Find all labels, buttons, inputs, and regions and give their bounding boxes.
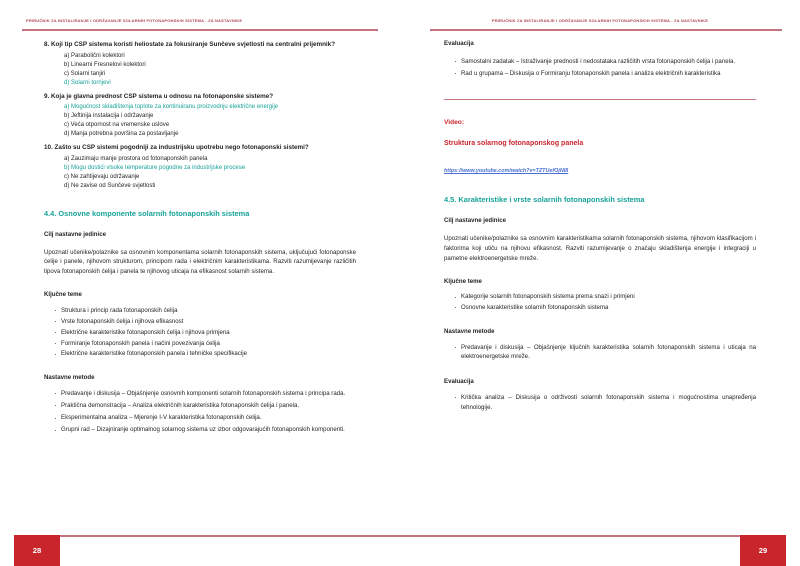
list-item: · Vrste fotonaponskih ćelija i njihova efikasnost xyxy=(54,317,356,327)
header-rule xyxy=(430,29,782,31)
question-option: c) Ne zahtijevaju održavanje xyxy=(64,173,140,180)
list-item: · Grupni rad – Dizajniranje optimalnog solarnog sistema uz izbor odgovarajućih fotonaponskih komponenti. xyxy=(54,425,356,435)
right-running-header xyxy=(400,18,800,32)
running-header-text: PRIRUČNIK ZA INSTALIRANJE I ODRŽAVANJE SOLARNIH FOTONAPONSKIH SISTEMA - ZA NASTAVNIKE xyxy=(26,18,243,23)
evaluation-label: Evaluacija xyxy=(444,378,474,386)
left-column xyxy=(44,40,356,437)
question-option: b) Linearni Fresnelovi kolektori xyxy=(64,61,146,68)
question-option: a) Parabolični kolektori xyxy=(64,52,125,59)
list-item: · Predavanje i diskusija – Objašnjenje ključnih karakteristika solarnih fotonaponskih sistema i uticaja na elektroenergetske mreže. xyxy=(454,343,756,363)
goal-label: Cilj nastavne jedinice xyxy=(44,231,106,239)
list-item: · Rad u grupama – Diskusija o Formiranju fotonaponskih panela i analiza električnih karakteristika xyxy=(454,69,756,79)
methods-label: Nastavne metode xyxy=(444,328,495,335)
section-heading-4-5: 4.5. Karakteristike i vrste solarnih fotonaponskih sistema xyxy=(444,195,645,205)
left-running-header xyxy=(0,18,400,32)
right-column xyxy=(444,40,756,415)
methods-list xyxy=(44,389,356,435)
list-item: · Osnovne karakteristike solarnih fotonaponskih sistema xyxy=(454,303,756,313)
question-title: 9. Koja je glavna prednost CSP sistema u odnosu na fotonaponske sisteme? xyxy=(44,92,274,100)
list-item: · Eksperimentalna analiza – Mjerenje I-V karakteristika fotonaponskih ćelija. xyxy=(54,413,356,423)
list-item: · Električne karakteristike fotonaponskih panela i tehničke specifikacije xyxy=(54,349,356,359)
methods-list xyxy=(444,343,756,363)
list-item: · Kategorije solarnih fotonaponskih sistema prema snazi i primjeni xyxy=(454,292,756,302)
page-number: 29 xyxy=(740,535,786,566)
question-option: a) Zauzimaju manje prostora od fotonaponskih panela xyxy=(64,155,208,162)
question-option-correct: b) Mogu dostići visoke temperature pogodne za industrijske procese xyxy=(64,164,246,171)
question-option: d) Manja potrebna površina za postavljanje xyxy=(64,131,179,138)
topics-label: Ključne teme xyxy=(44,291,82,299)
left-footer xyxy=(0,525,400,566)
list-item: · Praktična demonstracija – Analiza električnih karakteristika fotonaponskih ćelija i panela. xyxy=(54,401,356,411)
question-option: d) Ne zavise od Sunčeve svjetlosti xyxy=(64,182,156,189)
list-item: · Predavanje i diskusija – Objašnjenje osnovnih komponenti solarnih fotonaponskih sistema i principa rada. xyxy=(54,389,356,399)
video-title: Struktura solarnog fotonaponskog panela xyxy=(444,140,584,148)
goal-label: Cilj nastavne jedinice xyxy=(444,217,506,225)
running-header-text: PRIRUČNIK ZA INSTALIRANJE I ODRŽAVANJE SOLARNIH FOTONAPONSKIH SISTEMA - ZA NASTAVNIKE xyxy=(491,18,709,23)
footer-rule xyxy=(60,535,400,537)
question-title: 10. Zašto su CSP sistemi pogodniji za industrijsku upotrebu nego fotonaponski sistemi? xyxy=(44,144,309,152)
list-item: · Električne karakteristike fotonaponskih ćelija i njihova primjena xyxy=(54,328,356,338)
question-option: c) Veća otpornost na vremenske uslove xyxy=(64,122,170,129)
topics-label: Ključne teme xyxy=(444,277,482,285)
question-option-correct: a) Mogućnost skladištenja toplote za kontinuiranu proizvodnju električne energije xyxy=(64,104,279,111)
list-item: · Kritička analiza – Diskusija o održivosti solarnih fotonaponskih sistema i mogućnostima unapređenja tehnologije. xyxy=(454,393,756,413)
list-item: · Struktura i princip rada fotonaponskih ćelija xyxy=(54,306,356,316)
topics-list xyxy=(444,292,756,313)
footer-rule xyxy=(400,535,740,537)
page-number: 28 xyxy=(14,535,60,566)
question-title: 8. Koji tip CSP sistema koristi heliostate za fokusiranje Sunčeve svjetlosti na centralni prijemnik? xyxy=(44,41,336,48)
topics-list xyxy=(44,306,356,360)
evaluation-list xyxy=(444,393,756,413)
question-option: b) Jeftinija instalacija i održavanje xyxy=(64,113,154,120)
question-option-correct: d) Solarni tornjevi xyxy=(64,79,111,86)
video-label: Video: xyxy=(444,119,465,127)
methods-label: Nastavne metode xyxy=(44,374,95,382)
evaluation-list xyxy=(444,57,756,79)
video-link[interactable]: https://www.youtube.com/watch?v=TZTUefOjNI8 xyxy=(444,168,569,175)
evaluation-label: Evaluacija xyxy=(444,40,474,47)
right-page xyxy=(400,0,800,566)
list-item: · Samostalni zadatak – Istraživanje prednosti i nedostataka različitih vrsta fotonaponskih ćelija i panela. xyxy=(454,57,756,67)
right-footer xyxy=(400,525,800,566)
goal-text: Upoznati učenike/polaznike sa osnovnim komponentama solarnih fotonaponskih sistema, uključujući fotonaponske ćelije i panele, njihovom strukturom, principom rada i električnim karakteristikama. Razviti razumijevanje različitih tipova fotonaponskih ćelija i panela te njihovog uticaja na efikasnost solarnih sistema. xyxy=(44,248,356,276)
list-item: · Formiranje fotonaponskih panela i načini povezivanja ćelija xyxy=(54,339,356,349)
section-heading-4-4: 4.4. Osnovne komponente solarnih fotonaponskih sistema xyxy=(44,208,250,218)
goal-text: Upoznati učenike/polaznike sa osnovnim karakteristikama solarnih fotonaponskih sistema, njihovom klasifikacijom i faktorima koji utiču na njihovu efikasnost. Razviti razumijevanje o značaju skladištenja energije i integraciji u pametne elektroenergetske mreže. xyxy=(444,235,756,262)
header-rule xyxy=(22,29,378,31)
question-option: c) Solarni tanjiri xyxy=(64,70,106,77)
